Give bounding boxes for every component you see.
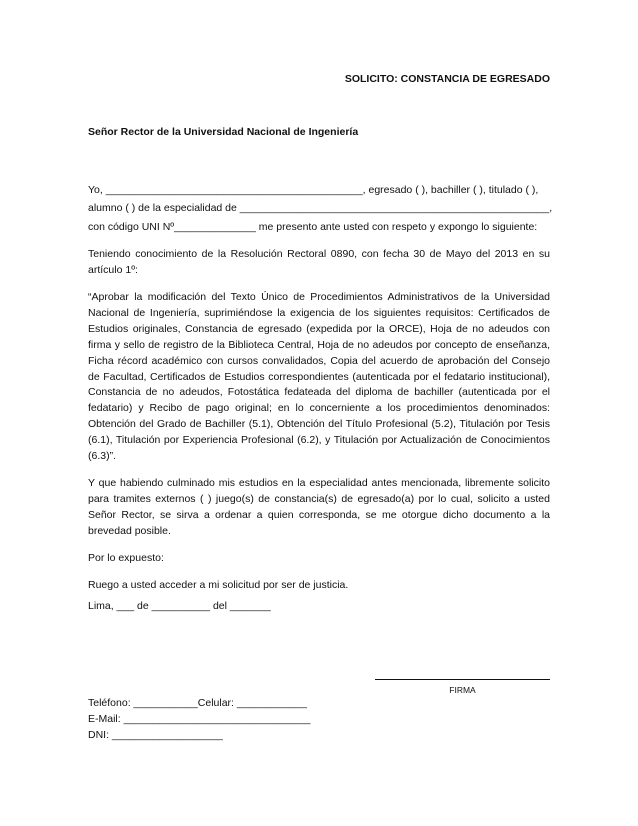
por-lo-expuesto: Por lo expuesto: [88,551,164,564]
document-title: SOLICITO: CONSTANCIA DE EGRESADO [344,73,550,85]
addressee: Señor Rector de la Universidad Nacional de Ingeniería [88,126,359,138]
ruego-paragraph: Ruego a usted acceder a mi solicitud por ser de justicia. [88,578,349,591]
signature-line [375,679,550,680]
signature-label: FIRMA [449,685,476,695]
contact-block [88,696,310,743]
telefono-line: Teléfono: ___________Celular: ____________ [88,697,307,709]
intro-paragraph [88,181,553,236]
resolution-paragraph: Teniendo conocimiento de la Resolución Rectoral 0890, con fecha 30 de Mayo del 2013 en su artículo 1º: [88,248,550,277]
quote-paragraph: “Aprobar la modificación del Texto Único de Procedimientos Administrativos de la Universidad Nacional de Ingeniería, suprimiéndose la exigencia de los siguientes requisitos: Certificados de Estudios originales, Constancia de egresado (expedida por la ORCE), Hoja de no adeudos con firma y sello de registro de la Biblioteca Central, Hoja de no adeudos por concepto de enseñanza, Ficha récord académico con cursos convalidados, Copia del acuerdo de aprobación del Consejo de Facultad, Certificados de Estudios correspondientes (autenticada por el fedatario institucional), Constancia de no adeudos, Fotostática fedateada del diploma de bachiller (autenticada por el fedatario) y Recibo de pago original; en lo concerniente a los procedimientos denominados: Obtención del Grado de Bachiller (5.1), Obtención del Título Profesional (5.2), Titulación por Tesis (6.1), Titulación por Experiencia Profesional (6.2), y Titulación por Actualización de Conocimientos (6.3)”. [88,291,550,463]
intro-line-3: con código UNI Nº______________ me presento ante usted con respeto y expongo lo siguiente: [88,220,538,233]
dni-line: DNI: ___________________ [88,728,223,741]
letter-body [88,181,553,604]
intro-line-1: Yo, ____________________________________________, egresado ( ), bachiller ( ), titulado ( ), [88,184,539,196]
intro-line-2: alumno ( ) de la especialidad de _____________________________________________________, [88,202,553,215]
email-line: E-Mail: ________________________________ [88,712,311,725]
date-line: Lima, ___ de __________ del _______ [88,600,271,612]
request-paragraph: Y que habiendo culminado mis estudios en la especialidad antes mencionada, libremente solicito para tramites externos ( ) juego(s) de constancia(s) de egresado(a) por lo cual, solicito a usted Señor Rector, se sirva a ordenar a quien corresponda, se me otorgue dicho documento a la brevedad posible. [88,477,550,537]
